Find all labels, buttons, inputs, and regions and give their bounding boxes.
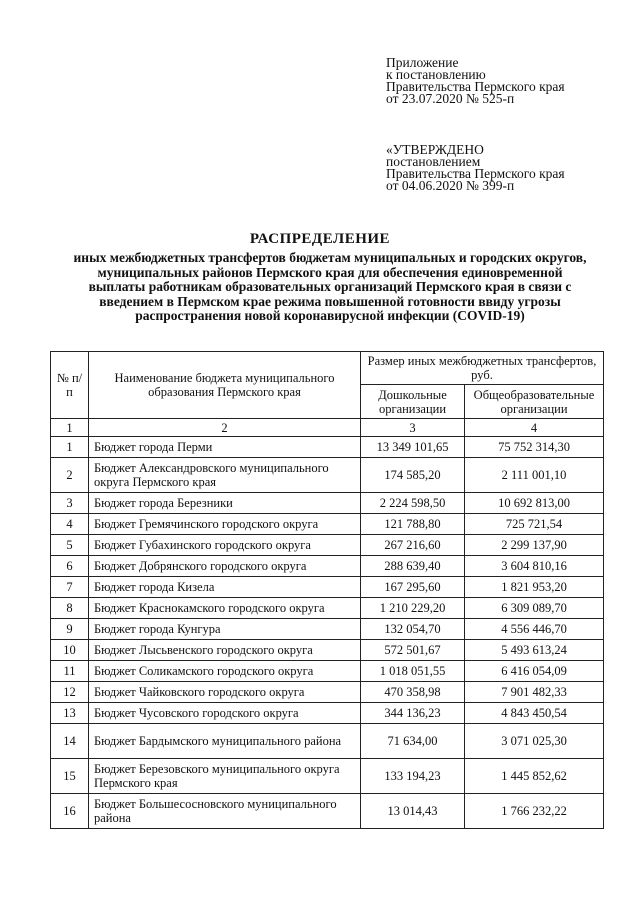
row-general: 4 556 446,70: [465, 619, 604, 640]
row-preschool: 71 634,00: [361, 724, 465, 759]
row-name: Бюджет города Перми: [89, 437, 361, 458]
row-num: 5: [51, 535, 89, 556]
header-preschool: Дошкольные организации: [361, 385, 465, 419]
row-preschool: 470 358,98: [361, 682, 465, 703]
column-number: 3: [361, 419, 465, 437]
row-num: 11: [51, 661, 89, 682]
appendix-line: Правительства Пермского края: [386, 79, 565, 94]
row-num: 3: [51, 493, 89, 514]
row-name: Бюджет города Березники: [89, 493, 361, 514]
row-preschool: 121 788,80: [361, 514, 465, 535]
row-general: 75 752 314,30: [465, 437, 604, 458]
approved-line: от 04.06.2020 № 399-п: [386, 178, 515, 193]
row-general: 2 299 137,90: [465, 535, 604, 556]
header-amount-group: Размер иных межбюджетных трансфертов, руб.: [361, 352, 604, 385]
table-row: [51, 619, 604, 640]
row-preschool: 133 194,23: [361, 759, 465, 794]
document-title: РАСПРЕДЕЛЕНИЕ: [249, 231, 391, 247]
approved-line: постановлением: [386, 154, 481, 169]
appendix-line: от 23.07.2020 № 525-п: [386, 91, 515, 106]
row-general: 6 309 089,70: [465, 598, 604, 619]
row-preschool: 1 210 229,20: [361, 598, 465, 619]
row-general: 5 493 613,24: [465, 640, 604, 661]
table-row: [51, 682, 604, 703]
row-name: Бюджет Губахинского городского округа: [89, 535, 361, 556]
table-row: [51, 661, 604, 682]
row-preschool: 132 054,70: [361, 619, 465, 640]
row-general: 4 843 450,54: [465, 703, 604, 724]
column-number: 4: [465, 419, 604, 437]
row-preschool: 13 349 101,65: [361, 437, 465, 458]
distribution-table: [50, 351, 604, 829]
table-row: [51, 724, 604, 759]
row-num: 14: [51, 724, 89, 759]
table-row: [51, 556, 604, 577]
table-row: [51, 458, 604, 493]
approved-line: Правительства Пермского края: [386, 166, 565, 181]
table-row: [51, 535, 604, 556]
approved-line: «УТВЕРЖДЕНО: [386, 142, 484, 157]
row-num: 4: [51, 514, 89, 535]
row-name: Бюджет Чайковского городского округа: [89, 682, 361, 703]
row-name: Бюджет Соликамского городского округа: [89, 661, 361, 682]
row-name: Бюджет города Кизела: [89, 577, 361, 598]
table-row: [51, 493, 604, 514]
row-general: 10 692 813,00: [465, 493, 604, 514]
table-row: [51, 437, 604, 458]
table-row: [51, 598, 604, 619]
column-number: 1: [51, 419, 89, 437]
row-num: 9: [51, 619, 89, 640]
row-preschool: 167 295,60: [361, 577, 465, 598]
row-name: Бюджет Большесосновского муниципального района: [89, 794, 361, 829]
row-preschool: 344 136,23: [361, 703, 465, 724]
row-preschool: 267 216,60: [361, 535, 465, 556]
row-num: 8: [51, 598, 89, 619]
row-general: 1 766 232,22: [465, 794, 604, 829]
row-name: Бюджет города Кунгура: [89, 619, 361, 640]
row-num: 12: [51, 682, 89, 703]
row-name: Бюджет Гремячинского городского округа: [89, 514, 361, 535]
table-row: [51, 794, 604, 829]
row-preschool: 572 501,67: [361, 640, 465, 661]
row-general: 1 821 953,20: [465, 577, 604, 598]
row-general: 6 416 054,09: [465, 661, 604, 682]
row-num: 1: [51, 437, 89, 458]
table-row: [51, 577, 604, 598]
table-row: [51, 640, 604, 661]
approved-block: [386, 144, 565, 192]
table-row: [51, 759, 604, 794]
column-number: 2: [89, 419, 361, 437]
row-name: Бюджет Добрянского городского округа: [89, 556, 361, 577]
row-num: 10: [51, 640, 89, 661]
header-name: Наименование бюджета муниципального образования Пермского края: [89, 352, 361, 419]
row-general: 1 445 852,62: [465, 759, 604, 794]
appendix-line: Приложение: [386, 55, 459, 70]
header-general: Общеобразовательные организации: [465, 385, 604, 419]
row-preschool: 1 018 051,55: [361, 661, 465, 682]
row-name: Бюджет Лысьвенского городского округа: [89, 640, 361, 661]
row-num: 16: [51, 794, 89, 829]
row-general: 3 071 025,30: [465, 724, 604, 759]
row-general: 3 604 810,16: [465, 556, 604, 577]
row-general: 725 721,54: [465, 514, 604, 535]
row-preschool: 2 224 598,50: [361, 493, 465, 514]
appendix-line: к постановлению: [386, 67, 486, 82]
row-name: Бюджет Бардымского муниципального района: [89, 724, 361, 759]
row-num: 15: [51, 759, 89, 794]
row-num: 2: [51, 458, 89, 493]
table-row: [51, 703, 604, 724]
row-num: 6: [51, 556, 89, 577]
row-general: 7 901 482,33: [465, 682, 604, 703]
row-preschool: 288 639,40: [361, 556, 465, 577]
row-name: Бюджет Краснокамского городского округа: [89, 598, 361, 619]
row-general: 2 111 001,10: [465, 458, 604, 493]
row-name: Бюджет Березовского муниципального округа Пермского края: [89, 759, 361, 794]
row-preschool: 174 585,20: [361, 458, 465, 493]
row-name: Бюджет Чусовского городского округа: [89, 703, 361, 724]
table-row: [51, 514, 604, 535]
row-num: 13: [51, 703, 89, 724]
document-subtitle: иных межбюджетных трансфертов бюджетам муниципальных и городских округов, муниципальных районов Пермского края для обеспечения единовременной выплаты работникам образовательных организаций Пермского края в связи с введением в Пермском крае режима повышенной готовности ввиду угрозы распространения новой коронавирусной инфекции (COVID-19): [73, 250, 587, 323]
row-num: 7: [51, 577, 89, 598]
header-num: № п/п: [51, 352, 89, 419]
appendix-block: [386, 57, 565, 105]
row-preschool: 13 014,43: [361, 794, 465, 829]
row-name: Бюджет Александровского муниципального округа Пермского края: [89, 458, 361, 493]
